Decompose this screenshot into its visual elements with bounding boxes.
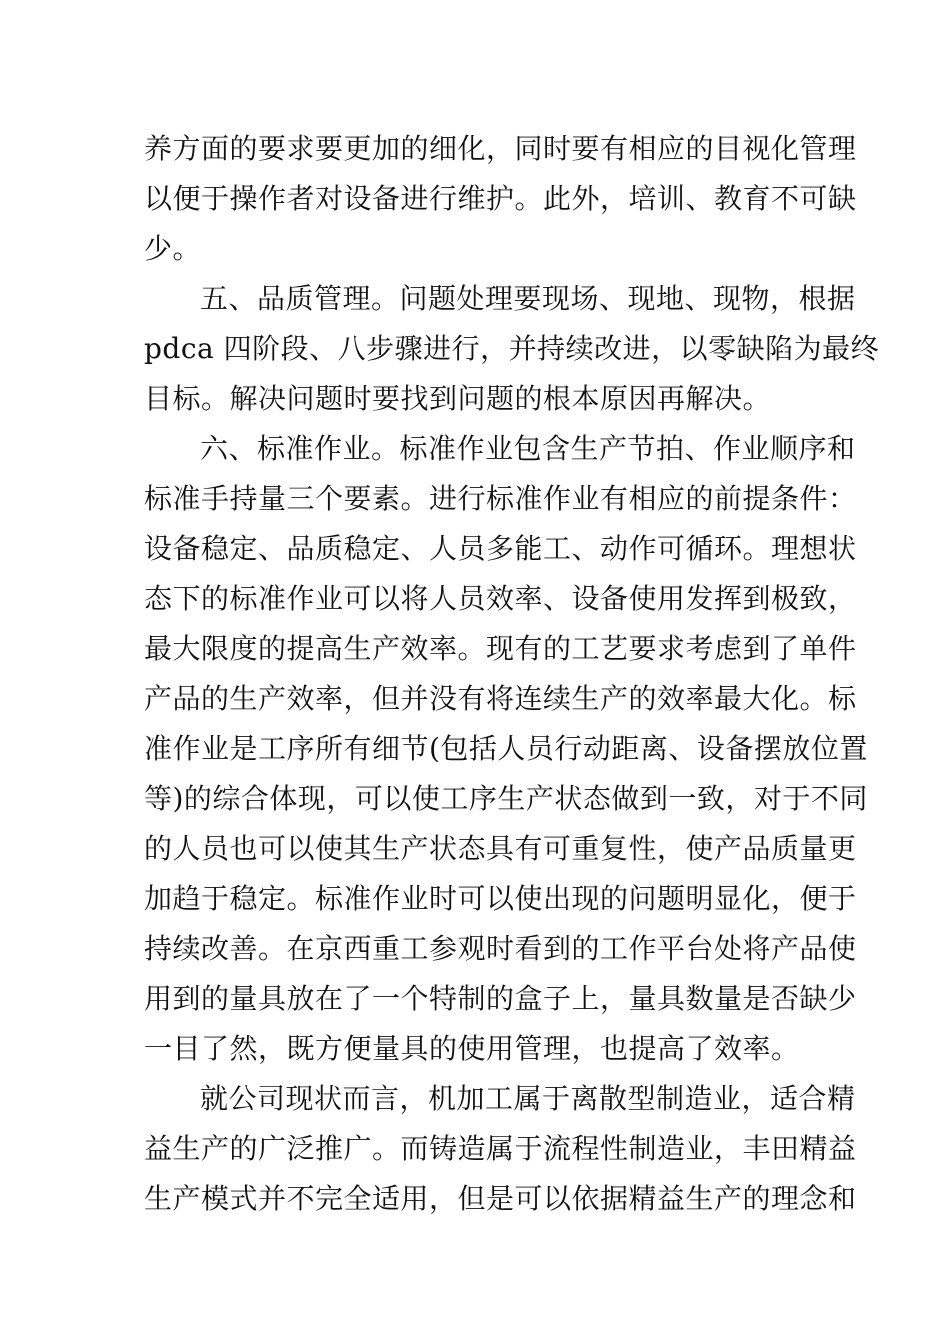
text-line: 少。 bbox=[144, 232, 202, 265]
text-line: 持续改善。在京西重工参观时看到的工作平台处将产品使 bbox=[144, 932, 857, 965]
text-line: 准作业是工序所有细节(包括人员行动距离、设备摆放位置 bbox=[144, 732, 868, 765]
text-line: 最大限度的提高生产效率。现有的工艺要求考虑到了单件 bbox=[144, 632, 857, 665]
text-line: 产品的生产效率，但并没有将连续生产的效率最大化。标 bbox=[144, 682, 857, 715]
paragraph-start-line: 就公司现状而言，机加工属于离散型制造业，适合精 bbox=[200, 1082, 856, 1115]
text-line: pdca 四阶段、八步骤进行，并持续改进，以零缺陷为最终 bbox=[144, 332, 880, 365]
text-line: 加趋于稳定。标准作业时可以使出现的问题明显化，便于 bbox=[144, 882, 857, 915]
text-line: 以便于操作者对设备进行维护。此外，培训、教育不可缺 bbox=[144, 182, 857, 215]
text-line: 养方面的要求要更加的细化，同时要有相应的目视化管理 bbox=[144, 132, 857, 165]
paragraph-start-line: 六、标准作业。标准作业包含生产节拍、作业顺序和 bbox=[200, 432, 856, 465]
text-line: 的人员也可以使其生产状态具有可重复性，使产品质量更 bbox=[144, 832, 857, 865]
paragraph-start-line: 五、品质管理。问题处理要现场、现地、现物，根据 bbox=[200, 282, 856, 315]
text-line: 设备稳定、品质稳定、人员多能工、动作可循环。理想状 bbox=[144, 532, 857, 565]
text-line: 态下的标准作业可以将人员效率、设备使用发挥到极致， bbox=[144, 582, 857, 615]
text-line: 目标。解决问题时要找到问题的根本原因再解决。 bbox=[144, 382, 772, 415]
text-line: 标准手持量三个要素。进行标准作业有相应的前提条件： bbox=[144, 482, 857, 515]
text-line: 生产模式并不完全适用，但是可以依据精益生产的理念和 bbox=[144, 1182, 857, 1215]
text-line: 益生产的广泛推广。而铸造属于流程性制造业，丰田精益 bbox=[144, 1132, 857, 1165]
text-line: 用到的量具放在了一个特制的盒子上，量具数量是否缺少 bbox=[144, 982, 857, 1015]
text-line: 等)的综合体现，可以使工序生产状态做到一致，对于不同 bbox=[144, 782, 868, 815]
text-line: 一目了然，既方便量具的使用管理，也提高了效率。 bbox=[144, 1032, 800, 1065]
